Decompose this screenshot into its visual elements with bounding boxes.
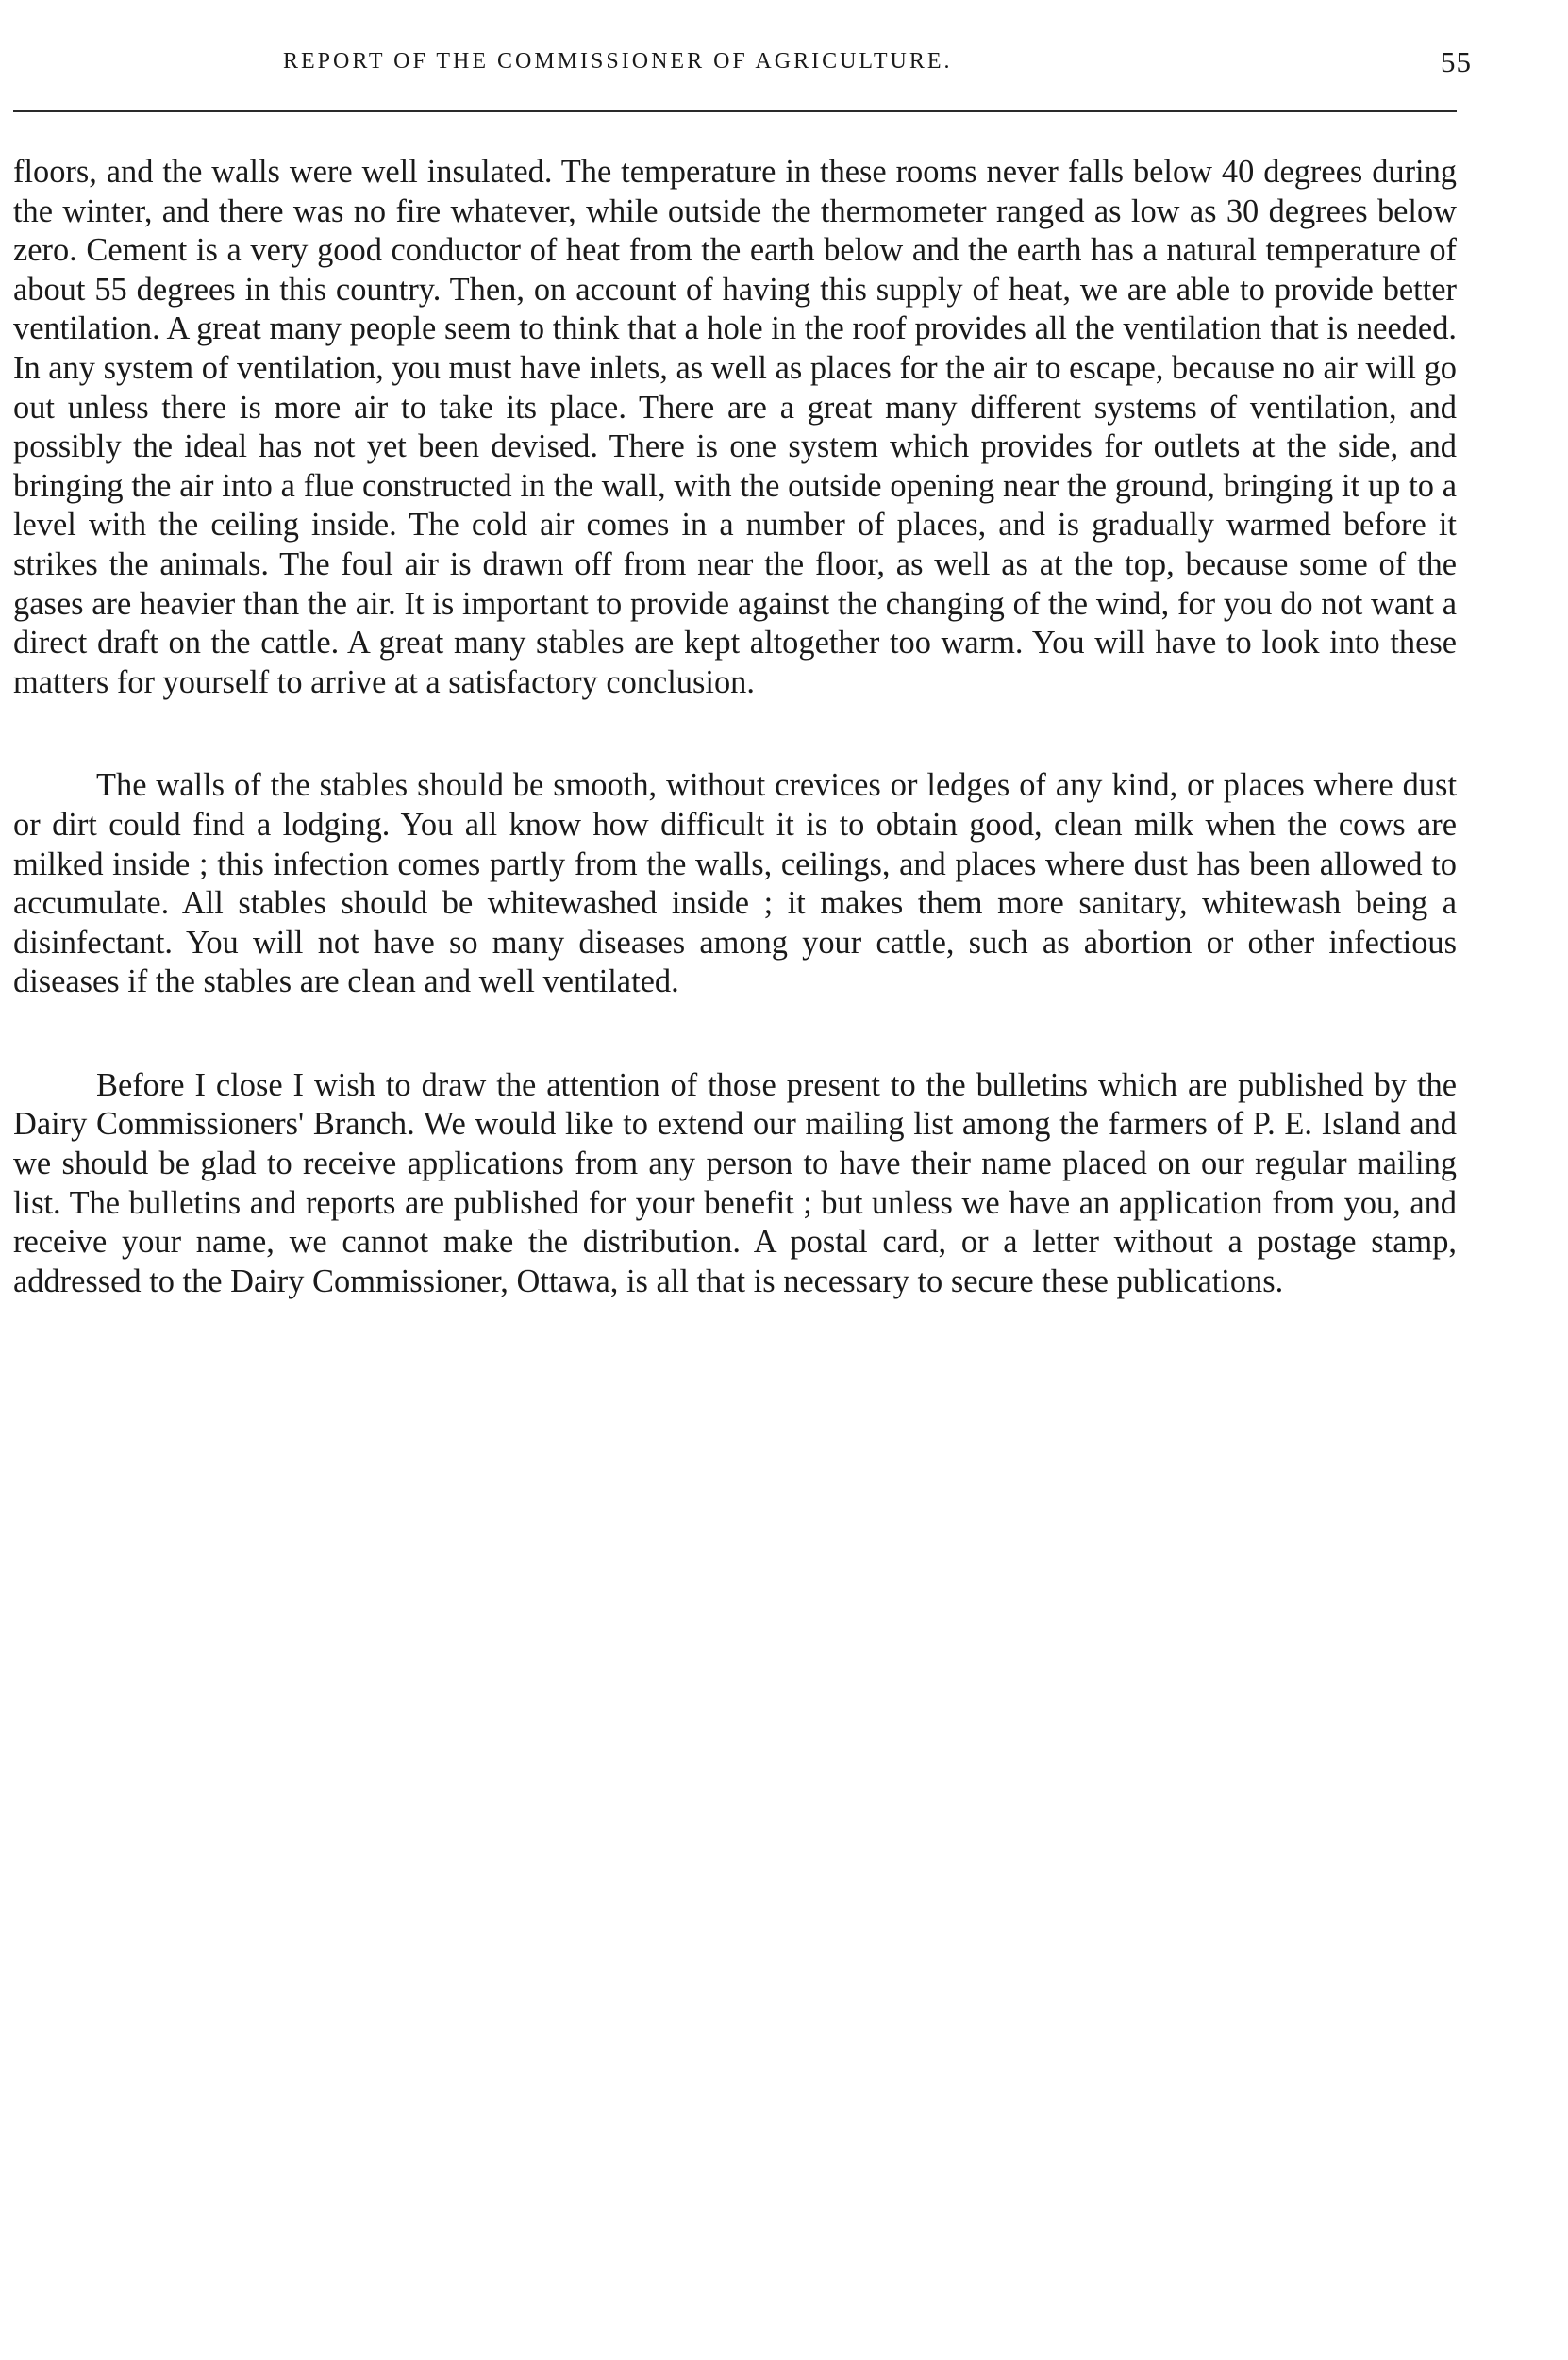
header-rule: [13, 110, 1457, 112]
running-title: REPORT OF THE COMMISSIONER OF AGRICULTURE.: [283, 49, 953, 74]
paragraph-bulletins: Before I close I wish to draw the attention of those present to the bulletins which are published by the Dairy Commissioners' Branch. We would like to extend our mailing list among the farmers of P. E. Island and we should be glad to receive applications from any person to have their name placed on our regular mailing list. The bulletins and reports are published for your benefit ; but unless we have an application from you, and receive your name, we cannot make the distribution. A postal card, or a letter without a postage stamp, addressed to the Dairy Commissioner, Ottawa, is all that is necessary to secure these publications.: [13, 1066, 1457, 1299]
paragraph-stable-walls: The walls of the stables should be smooth, without crevices or ledges of any kind, or places where dust or dirt could find a lodging. You all know how difficult it is to obtain good, clean milk when the cows are milked inside ; this infection comes partly from the walls, ceilings, and places where dust has been allowed to accumulate. All stables should be whitewashed inside ; it makes them more sanitary, whitewash being a disinfectant. You will not have so many diseases among your cattle, such as abortion or other infectious diseases if the stables are clean and well ventilated.: [13, 767, 1457, 1000]
running-head: [283, 45, 1472, 87]
paragraph-ventilation: floors, and the walls were well insulated. The temperature in these rooms never falls below 40 degrees during the winter, and there was no fire whatever, while outside the thermometer ranged as low as 30 degrees below zero. Cement is a very good conductor of heat from the earth below and the earth has a natural temperature of about 55 degrees in this country. Then, on account of having this supply of heat, we are able to provide better ventilation. A great many people seem to think that a hole in the roof provides all the ventilation that is needed. In any system of ventilation, you must have inlets, as well as places for the air to escape, because no air will go out unless there is more air to take its place. There are a great many different systems of ventilation, and possibly the ideal has not yet been devised. There is one system which provides for outlets at the side, and bringing the air into a flue constructed in the wall, with the outside opening near the ground, bringing it up to a level with the ceiling inside. The cold air comes in a number of places, and is gradually warmed before it strikes the animals. The foul air is drawn off from near the floor, as well as at the top, because some of the gases are heavier than the air. It is important to provide against the changing of the wind, for you do not want a direct draft on the cattle. A great many stables are kept altogether too warm. You will have to look into these matters for yourself to arrive at a satisfactory conclusion.: [13, 154, 1457, 700]
body-text: [13, 153, 1457, 1301]
page-number: 55: [1441, 45, 1472, 78]
